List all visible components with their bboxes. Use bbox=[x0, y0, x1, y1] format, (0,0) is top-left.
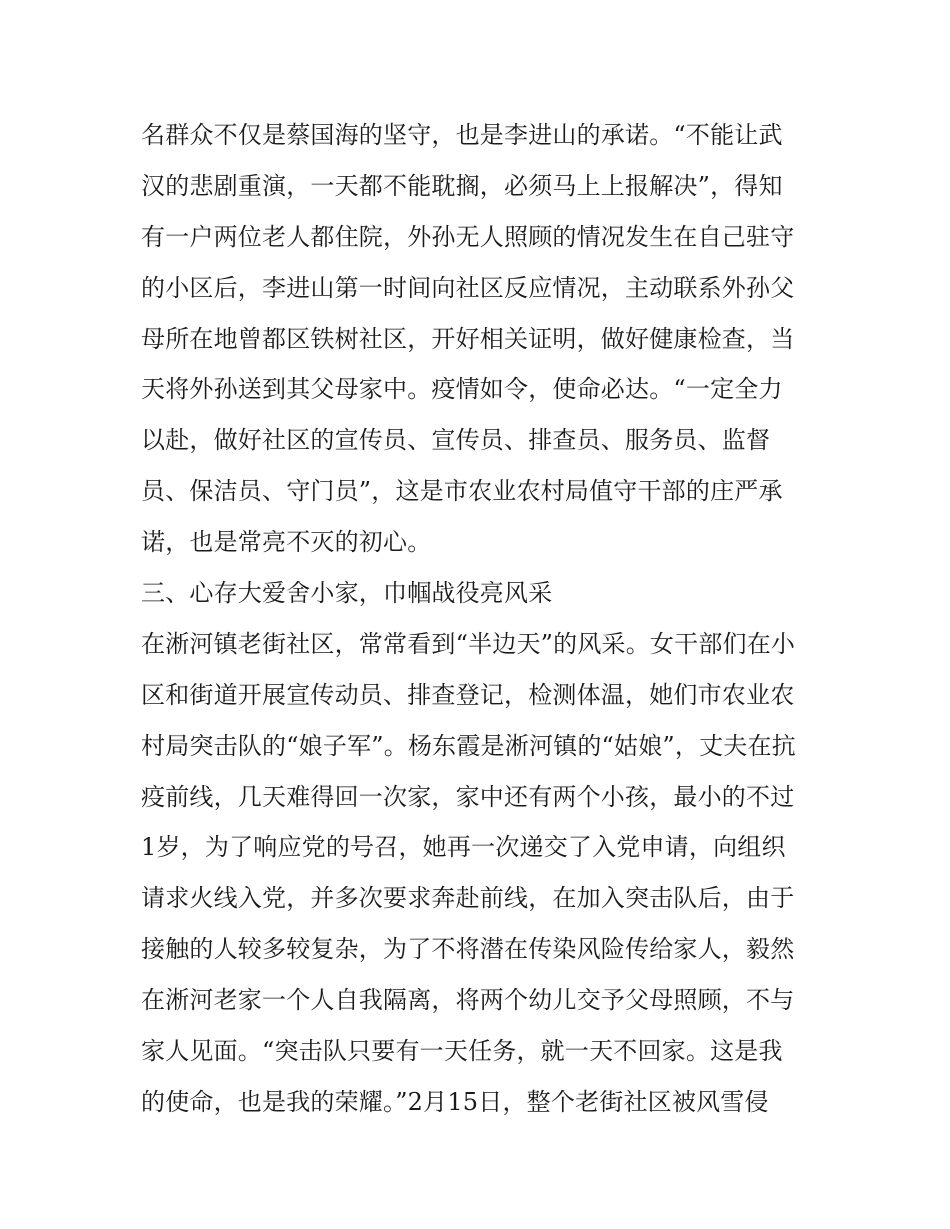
text-line: 以赴，做好社区的宣传员、宣传员、排查员、服务员、监督 bbox=[141, 426, 771, 455]
text-line: 在淅河镇老街社区，常常看到“半边天”的风采。女干部们在小 bbox=[141, 629, 796, 658]
section-heading: 三、心存大爱舍小家，巾帼战役亮风采 bbox=[141, 579, 553, 608]
document-body bbox=[141, 110, 821, 1128]
text-line: 有一户两位老人都住院，外孙无人照顾的情况发生在自己驻守 bbox=[141, 222, 795, 251]
text-line: 在淅河老家一个人自我隔离，将两个幼儿交予父母照顾，不与 bbox=[141, 986, 795, 1015]
text-line: 村局突击队的“娘子军”。杨东霞是淅河镇的“姑娘”，丈夫在抗 bbox=[141, 731, 796, 760]
text-line: 的使命，也是我的荣耀。”2月15日，整个老街社区被风雪侵 bbox=[141, 1087, 769, 1116]
text-line: 请求火线入党，并多次要求奔赴前线，在加入突击队后，由于 bbox=[141, 884, 795, 913]
text-line: 接触的人较多较复杂，为了不将潜在传染风险传给家人，毅然 bbox=[141, 935, 795, 964]
text-line: 1岁，为了响应党的号召，她再一次递交了入党申请，向组织 bbox=[141, 833, 786, 862]
text-line: 的小区后，李进山第一时间向社区反应情况，主动联系外孙父 bbox=[141, 273, 795, 302]
text-line: 家人见面。“突击队只要有一天任务，就一天不回家。这是我 bbox=[141, 1037, 783, 1066]
text-line: 母所在地曾都区铁树社区，开好相关证明，做好健康检查，当 bbox=[141, 324, 795, 353]
text-line: 员、保洁员、守门员”，这是市农业农村局值守干部的庄严承 bbox=[141, 477, 783, 506]
text-line: 名群众不仅是蔡国海的坚守，也是李进山的承诺。“不能让武 bbox=[141, 121, 783, 149]
text-line: 诺，也是常亮不灭的初心。 bbox=[141, 528, 432, 557]
text-line: 疫前线，几天难得回一次家，家中还有两个小孩，最小的不过 bbox=[141, 782, 795, 811]
text-line: 区和街道开展宣传动员、排查登记，检测体温，她们市农业农 bbox=[141, 680, 795, 709]
text-line: 汉的悲剧重演，一天都不能耽搁，必须马上上报解决”，得知 bbox=[141, 171, 783, 200]
text-line: 天将外孙送到其父母家中。疫情如令，使命必达。“一定全力 bbox=[141, 375, 783, 404]
